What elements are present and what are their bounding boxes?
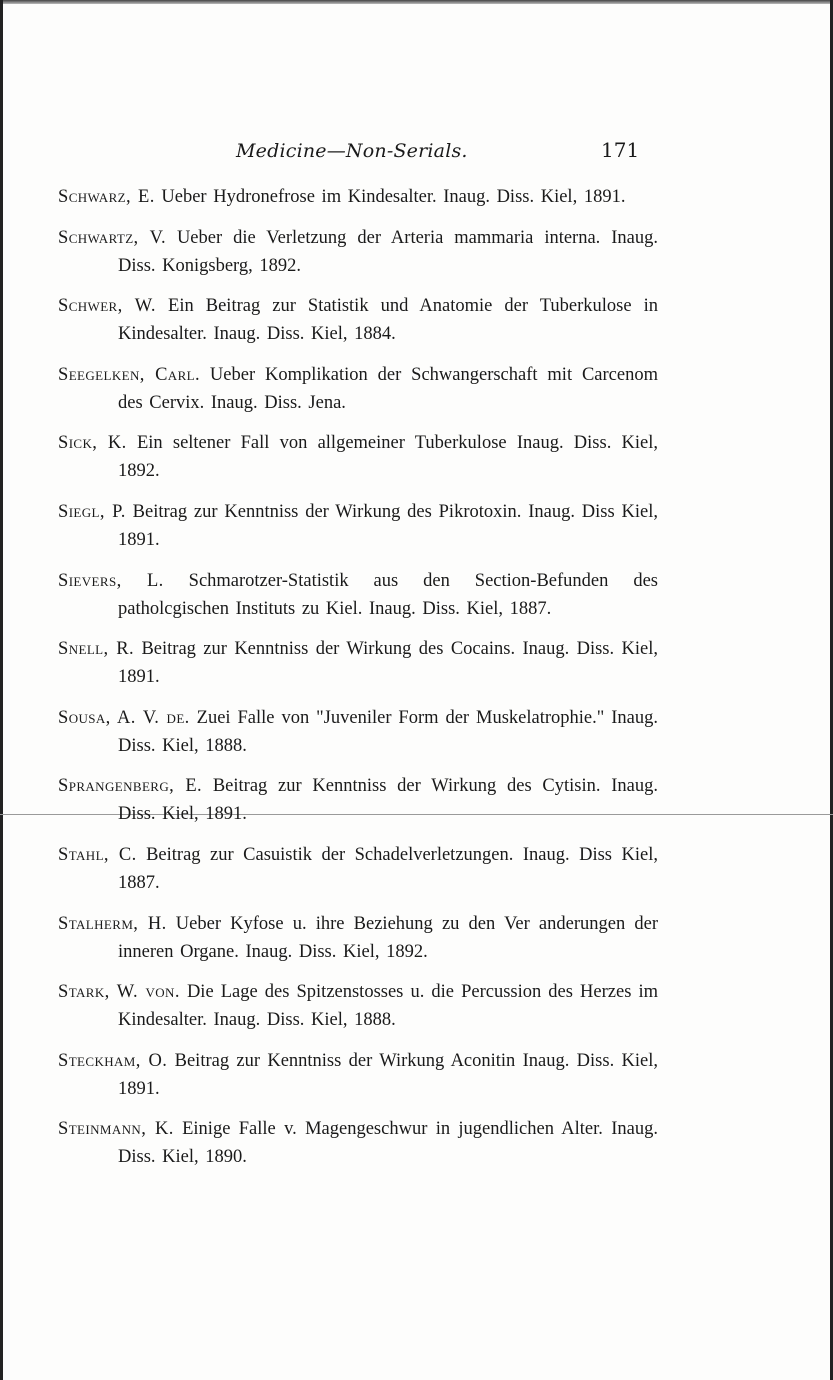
entry-text: Zuei Falle von "Juveniler Form der Muskelatrophie." Inaug. Diss. Kiel, 1888. bbox=[118, 707, 658, 756]
entry-text: Ueber die Verletzung der Arteria mammaria interna. Inaug. Diss. Konigsberg, 1892. bbox=[118, 227, 659, 276]
entry-text: Beitrag zur Kenntniss der Wirkung des Pikrotoxin. Inaug. Diss Kiel, 1891. bbox=[118, 501, 658, 550]
entry-text: Ueber Kyfose u. ihre Beziehung zu den Ver anderungen der inneren Organe. Inaug. Diss. Kiel, 1892. bbox=[118, 913, 658, 962]
bibliography-entry bbox=[58, 567, 658, 623]
bibliography-list bbox=[58, 183, 658, 1184]
entry-author: Stahl, C. bbox=[58, 844, 137, 865]
bibliography-entry bbox=[58, 704, 658, 760]
entry-text: Ein Beitrag zur Statistik und Anatomie der Tuberkulose in Kindesalter. Inaug. Diss. Kiel, 1884. bbox=[118, 296, 658, 345]
bibliography-entry bbox=[58, 910, 658, 966]
entry-text: Beitrag zur Casuistik der Schadelverletzungen. Inaug. Diss Kiel, 1887. bbox=[118, 844, 658, 893]
entry-text: Beitrag zur Kenntniss der Wirkung Aconitin Inaug. Diss. Kiel, 1891. bbox=[118, 1050, 658, 1099]
entry-author: Sick, K. bbox=[58, 433, 127, 454]
bibliography-entry bbox=[58, 635, 658, 691]
entry-text: Ein seltener Fall von allgemeiner Tuberkulose Inaug. Diss. Kiel, 1892. bbox=[118, 433, 659, 482]
running-title: Medicine—Non-Serials. bbox=[236, 140, 468, 162]
entry-author: Schwer, W. bbox=[58, 296, 156, 317]
entry-text: Einige Falle v. Magengeschwur in jugendlichen Alter. Inaug. Diss. Kiel, 1890. bbox=[118, 1119, 658, 1168]
entry-author: Sievers, L. bbox=[58, 570, 164, 591]
entry-author: Sprangenberg, E. bbox=[58, 776, 203, 797]
bibliography-entry bbox=[58, 841, 658, 897]
entry-author: Steinmann, K. bbox=[58, 1119, 174, 1140]
bibliography-entry bbox=[58, 1115, 658, 1171]
entry-text: Ueber Komplikation der Schwangerschaft mit Carcenom des Cervix. Inaug. Diss. Jena. bbox=[118, 364, 658, 413]
bibliography-entry bbox=[58, 429, 658, 485]
entry-author: Sousa, A. V. de. bbox=[58, 707, 190, 728]
scan-top-edge bbox=[0, 0, 833, 4]
bibliography-entry bbox=[58, 772, 658, 828]
entry-text: Schmarotzer-Statistik aus den Section-Befunden des patholcgischen Instituts zu Kiel. Inaug. Diss. Kiel, 1887. bbox=[118, 570, 658, 619]
page-number: 171 bbox=[601, 138, 640, 162]
entry-author: Schwarz, E. bbox=[58, 187, 155, 207]
entry-author: Siegl, P. bbox=[58, 501, 126, 522]
scan-left-edge bbox=[0, 0, 3, 1380]
entry-text: Beitrag zur Kenntniss der Wirkung des Cocains. Inaug. Diss. Kiel, 1891. bbox=[118, 639, 658, 688]
bibliography-entry bbox=[58, 224, 658, 280]
bibliography-entry bbox=[58, 361, 658, 417]
bibliography-entry bbox=[58, 292, 658, 348]
entry-author: Stalherm, H. bbox=[58, 913, 167, 934]
entry-author: Steckham, O. bbox=[58, 1050, 168, 1071]
entry-text: Die Lage des Spitzenstosses u. die Percussion des Herzes im Kindesalter. Inaug. Diss. Kiel, 1888. bbox=[118, 982, 658, 1031]
bibliography-entry bbox=[58, 498, 658, 554]
bibliography-entry bbox=[58, 1047, 658, 1103]
entry-author: Snell, R. bbox=[58, 639, 135, 660]
entry-text: Ueber Hydronefrose im Kindesalter. Inaug. Diss. Kiel, 1891. bbox=[161, 187, 626, 207]
entry-author: Seegelken, Carl. bbox=[58, 364, 201, 385]
bibliography-entry bbox=[58, 183, 658, 211]
bibliography-entry bbox=[58, 978, 658, 1034]
entry-author: Stark, W. von. bbox=[58, 982, 180, 1003]
entry-text: Beitrag zur Kenntniss der Wirkung des Cytisin. Inaug. Diss. Kiel, 1891. bbox=[118, 776, 659, 825]
entry-author: Schwartz, V. bbox=[58, 227, 166, 248]
